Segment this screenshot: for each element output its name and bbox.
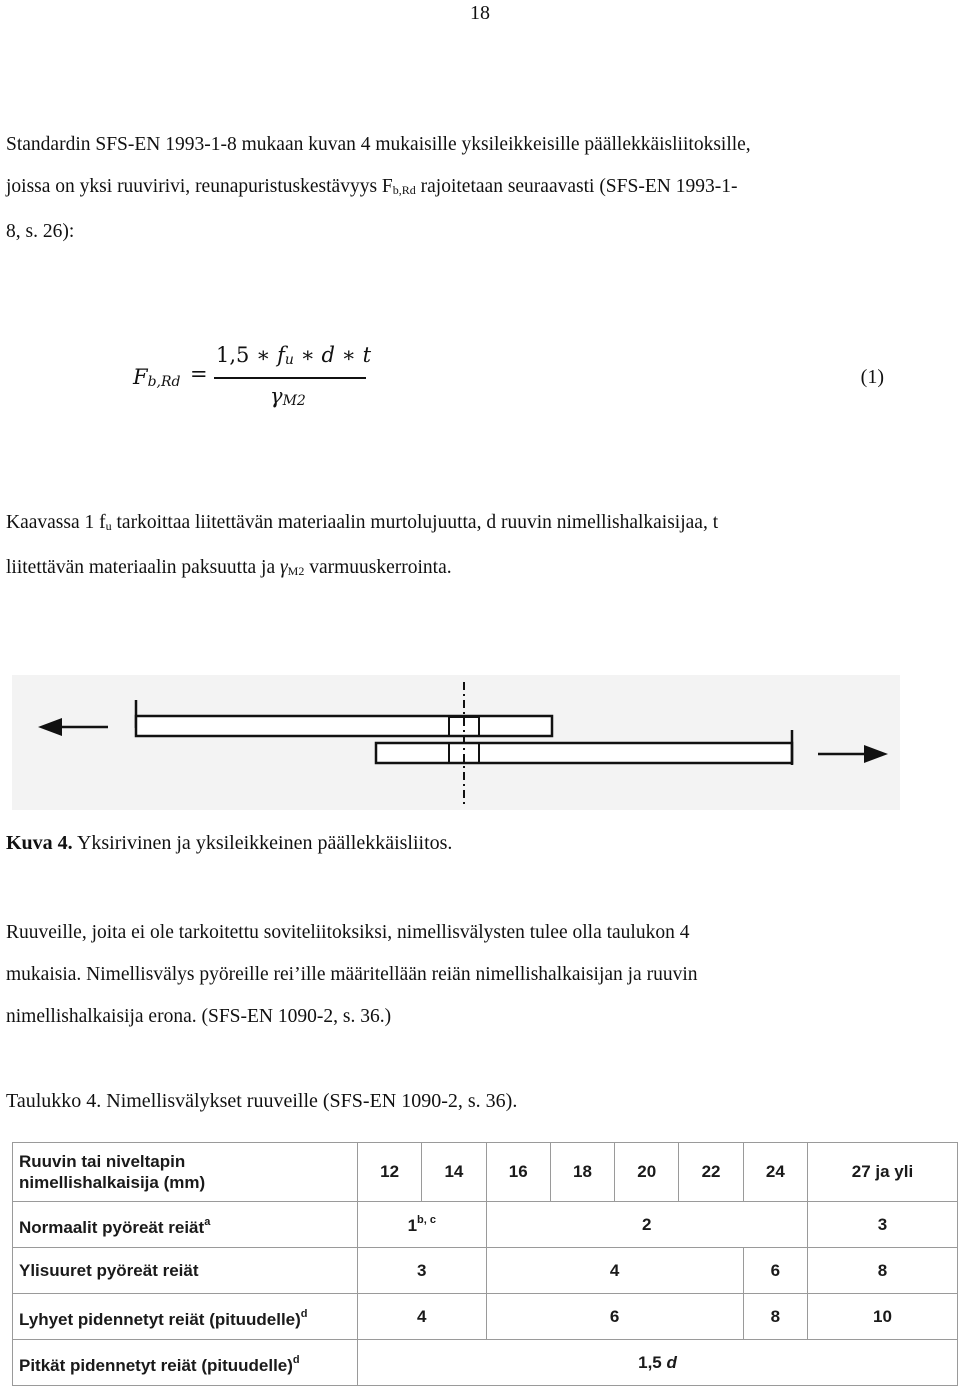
table-cell: 1$^{b, c}$ bbox=[358, 1202, 487, 1248]
equation-numerator: 1,5 ∗ $f_u$ ∗ d ∗ t bbox=[216, 343, 372, 368]
clearance-line-2: mukaisia. Nimellisvälys pyöreille rei’ille määritellään reiän nimellishalkaisijan ja ruuvin bbox=[6, 964, 698, 985]
definitions-line-2: liitettävän materiaalin paksuutta ja $\gamma_{M2}$ varmuuskerrointa. bbox=[6, 557, 452, 578]
figure-caption: Kuva 4. Yksirivinen ja yksileikkeinen päällekkäisliitos. bbox=[6, 832, 453, 854]
table-cell: 3 bbox=[807, 1202, 957, 1248]
clearance-table bbox=[12, 1142, 958, 1386]
definitions-line-1: Kaavassa 1 $f_u$ tarkoittaa liitettävän materiaalin murtolujuutta, d ruuvin nimellishalkaisijaa, t bbox=[6, 512, 719, 533]
table-header-cell: 16 bbox=[486, 1143, 550, 1202]
table-row bbox=[13, 1294, 958, 1340]
table-row bbox=[13, 1340, 958, 1386]
table-caption: Taulukko 4. Nimellisvälykset ruuveille (SFS-EN 1090-2, s. 36). bbox=[6, 1090, 518, 1112]
intro-paragraph bbox=[6, 124, 950, 253]
equation-denominator: $\gamma_{M2}$ bbox=[270, 384, 306, 409]
clearance-line-3: nimellishalkaisija erona. (SFS-EN 1090-2, s. 36.) bbox=[6, 1006, 392, 1027]
table-cell: 8 bbox=[807, 1248, 957, 1294]
table-cell: 2 bbox=[486, 1202, 807, 1248]
table-header-cell: 14 bbox=[422, 1143, 486, 1202]
row-label: Normaalit pyöreät reiät$^a$ bbox=[13, 1202, 358, 1248]
page-number: 18 bbox=[470, 2, 490, 24]
table-row bbox=[13, 1202, 958, 1248]
table-cell: 6 bbox=[486, 1294, 743, 1340]
table-header-row bbox=[13, 1143, 958, 1202]
table-header-cell: 27 ja yli bbox=[807, 1143, 957, 1202]
table-cell: 4 bbox=[358, 1294, 487, 1340]
equation-equals: = bbox=[190, 362, 208, 386]
lap-joint-figure bbox=[0, 670, 960, 815]
intro-line-1: Standardin SFS-EN 1993-1-8 mukaan kuvan 4 mukaisille yksileikkeisille päällekkäisliitoksille, bbox=[6, 134, 751, 155]
table-header-cell: 24 bbox=[743, 1143, 807, 1202]
clearance-paragraph bbox=[6, 912, 950, 1038]
table-cell: 4 bbox=[486, 1248, 743, 1294]
intro-line-2: joissa on yksi ruuvirivi, reunapuristuskestävyys $F_{b,Rd}$ rajoitetaan seuraavasti (SFS-EN 1993-1- bbox=[6, 176, 738, 197]
table-cell: 6 bbox=[743, 1248, 807, 1294]
table-cell: 3 bbox=[358, 1248, 487, 1294]
intro-line-3: 8, s. 26): bbox=[6, 221, 75, 242]
table-cell: 1,5 d bbox=[358, 1340, 958, 1386]
table-header-cell: 18 bbox=[550, 1143, 614, 1202]
row-label: Ylisuuret pyöreät reiät bbox=[13, 1248, 358, 1294]
equation-lhs: $F_{b,Rd}$ bbox=[133, 365, 181, 390]
table-header-cell: 20 bbox=[615, 1143, 679, 1202]
table-cell: 8 bbox=[743, 1294, 807, 1340]
table-header-cell: 12 bbox=[358, 1143, 422, 1202]
table-header-label: Ruuvin tai niveltapin nimellishalkaisija (mm) bbox=[13, 1143, 358, 1202]
fraction-bar bbox=[214, 377, 366, 379]
row-label: Lyhyet pidennetyt reiät (pituudelle)$^d$ bbox=[13, 1294, 358, 1340]
row-label: Pitkät pidennetyt reiät (pituudelle)$^d$ bbox=[13, 1340, 358, 1386]
clearance-line-1: Ruuveille, joita ei ole tarkoitettu soviteliitoksiksi, nimellisvälysten tulee olla taulukon 4 bbox=[6, 922, 690, 943]
table-header-cell: 22 bbox=[679, 1143, 743, 1202]
definitions-paragraph bbox=[6, 502, 950, 592]
table-cell: 10 bbox=[807, 1294, 957, 1340]
equation-number: (1) bbox=[860, 366, 884, 388]
table-row bbox=[13, 1248, 958, 1294]
